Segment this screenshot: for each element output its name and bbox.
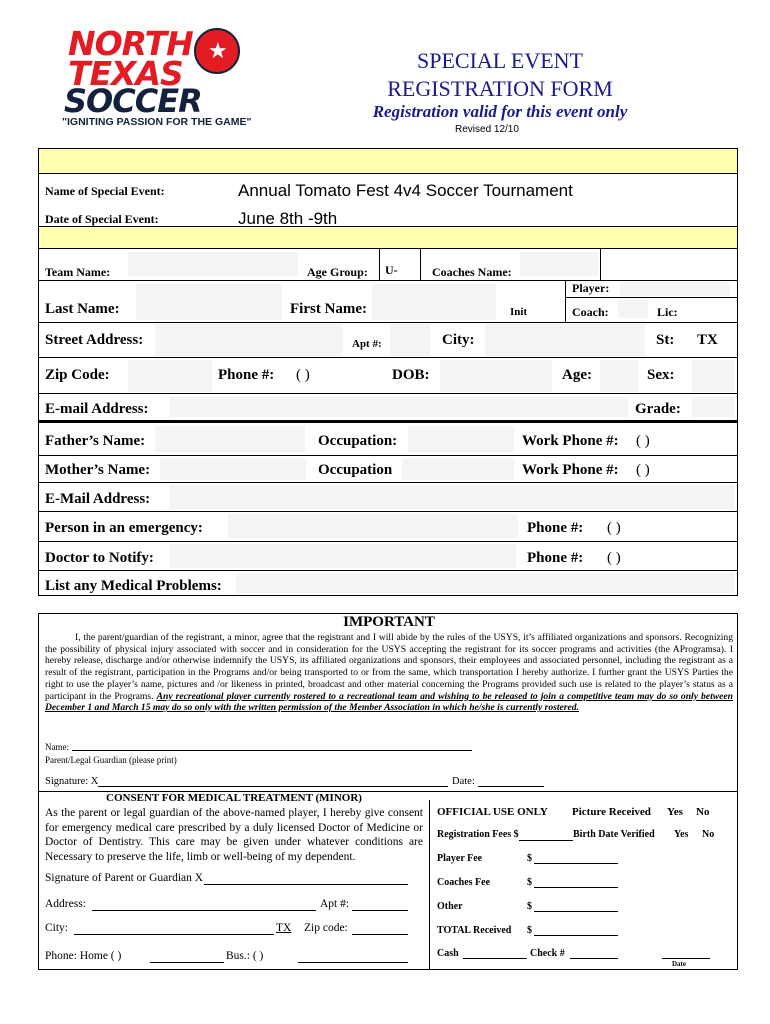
important-emphasis: Any recreational player currently rostered to a recreational team and wishing to be released to join a competitive team may do so only between December 1 and March 15 may do so only with the written permission of the Member Association in which he/she is currently rostered. <box>45 690 733 714</box>
doctor-phone-label: Phone #: <box>527 550 584 566</box>
coaches-name-field[interactable] <box>520 252 598 276</box>
parent-email-label: E-Mail Address: <box>45 491 151 507</box>
doctor-label: Doctor to Notify: <box>45 550 154 566</box>
total-received-dollar: $ <box>527 925 532 936</box>
zip-code-field[interactable] <box>128 360 212 392</box>
sex-label: Sex: <box>647 367 675 383</box>
city-label: City: <box>442 332 475 348</box>
consent-state-value[interactable]: TX <box>276 922 292 934</box>
coach-label: Coach: <box>572 305 609 319</box>
official-use-title: OFFICIAL USE ONLY <box>437 806 548 818</box>
city-field[interactable] <box>485 324 645 356</box>
father-work-phone-field[interactable]: ( ) <box>636 433 650 449</box>
last-name-field[interactable] <box>136 284 282 320</box>
player-label: Player: <box>572 281 610 295</box>
mother-occupation-field[interactable] <box>402 458 514 480</box>
important-body: I, the parent/guardian of the registrant, a minor, agree that the registrant and I will abide by the rules of the USYS, it’s affiliated organizations and sponsors. Recognizing the possibility of physical injury associated with soccer and in consideration for the USYS accepting the registrant for its soccer programs and activities (the AProgramsa). I hereby release, discharge and/or otherwise indemnify the USYS, its affiliated organizations and sponsors, their employees and associated personnel, including the registrant as a result of the registrant, participation in the Programs and/or being transported to or from the same, which transportation I hereby authorize. I further grant the USYS Parties the right to use the player’s name, pictures and /or likeness in printed, broadcast and other material concerning the Programs provided such use is related to the player’s status as a participant in the Programs. <box>45 632 733 702</box>
important-text <box>45 632 733 714</box>
consent-text: As the parent or legal guardian of the above-named player, I hereby give consent for emergency medical care prescribed by a duly licensed Doctor of Medicine or Doctor of Dentistry. This care may be given under whatever conditions are Necessary to preserve the life, limb or well-being of my dependent. <box>45 807 423 863</box>
registration-fees-label: Registration Fees $ <box>437 829 519 840</box>
birth-date-no[interactable]: No <box>702 829 715 840</box>
zip-code-label: Zip Code: <box>45 367 110 383</box>
age-field[interactable] <box>600 360 638 392</box>
coaches-name-label: Coaches Name: <box>432 265 512 279</box>
guardian-name-label: Name: <box>45 742 69 752</box>
other-fee-dollar: $ <box>527 901 532 912</box>
doctor-field[interactable] <box>170 544 516 568</box>
phone-label: Phone #: <box>218 367 275 383</box>
other-fee-label: Other <box>437 901 463 912</box>
birth-date-verified-label: Birth Date Verified <box>573 829 655 840</box>
lic-label: Lic: <box>657 305 678 319</box>
father-work-phone-label: Work Phone #: <box>522 433 619 449</box>
event-band-bottom <box>39 226 737 248</box>
consent-apt-label: Apt #: <box>320 898 350 910</box>
emergency-phone-label: Phone #: <box>527 520 584 536</box>
email-label: E-mail Address: <box>45 401 149 417</box>
age-label: Age: <box>562 367 592 383</box>
form-title-line2: REGISTRATION FORM <box>387 76 613 101</box>
event-name-value[interactable]: Annual Tomato Fest 4v4 Soccer Tournament <box>238 181 573 200</box>
father-occupation-field[interactable] <box>408 426 514 452</box>
team-name-label: Team Name: <box>45 265 111 279</box>
street-address-label: Street Address: <box>45 332 144 348</box>
logo-texas: TEXAS <box>68 54 183 93</box>
grade-field[interactable] <box>692 397 734 417</box>
birth-date-yes[interactable]: Yes <box>674 829 689 840</box>
event-date-value[interactable]: June 8th -9th <box>238 209 338 228</box>
doctor-phone-field[interactable]: ( ) <box>607 550 621 566</box>
coaches-fee-dollar: $ <box>527 877 532 888</box>
form-title-line1: SPECIAL EVENT <box>416 48 583 73</box>
first-name-field[interactable] <box>372 284 496 320</box>
mother-work-phone-field[interactable]: ( ) <box>636 462 650 478</box>
logo-north: NORTH <box>68 24 193 63</box>
last-name-label: Last Name: <box>45 301 120 317</box>
apt-field[interactable] <box>390 324 430 356</box>
check-label: Check # <box>530 948 565 959</box>
consent-zip-label: Zip code: <box>304 922 348 934</box>
init-label: Init <box>510 306 528 318</box>
guardian-date-label: Date: <box>452 776 475 787</box>
north-texas-soccer-logo <box>62 24 252 134</box>
state-value[interactable]: TX <box>697 332 718 348</box>
coach-field[interactable] <box>618 300 648 318</box>
star-icon: ★ <box>208 38 228 63</box>
event-date-label: Date of Special Event: <box>45 212 159 226</box>
logo-soccer: SOCCER <box>64 82 202 120</box>
guardian-signature-label: Signature: X <box>45 776 99 787</box>
father-occupation-label: Occupation: <box>318 433 398 449</box>
player-init-field[interactable] <box>620 282 730 296</box>
state-label: St: <box>656 332 675 348</box>
mother-name-field[interactable] <box>160 458 306 480</box>
dob-label: DOB: <box>392 367 430 383</box>
consent-city-label: City: <box>45 922 69 934</box>
sex-field[interactable] <box>692 360 734 392</box>
logo-tagline: "IGNITING PASSION FOR THE GAME" <box>62 116 252 128</box>
mother-occupation-label: Occupation <box>318 462 393 478</box>
form-subtitle: Registration valid for this event only <box>372 102 628 121</box>
age-group-prefix[interactable]: U- <box>385 263 398 277</box>
medical-problems-label: List any Medical Problems: <box>45 578 222 594</box>
phone-field[interactable]: ( ) <box>296 367 310 383</box>
consent-bus-label: Bus.: ( ) <box>226 950 264 962</box>
total-received-label: TOTAL Received <box>437 925 512 936</box>
official-date-label: Date <box>672 960 686 968</box>
apt-label: Apt #: <box>352 338 382 350</box>
mother-name-label: Mother’s Name: <box>45 462 151 478</box>
player-fee-label: Player Fee <box>437 853 483 864</box>
first-name-label: First Name: <box>290 301 368 317</box>
grade-label: Grade: <box>635 401 681 417</box>
medical-problems-field[interactable] <box>236 573 734 593</box>
consent-signature-label: Signature of Parent or Guardian X <box>45 872 204 884</box>
event-band-top <box>39 149 737 173</box>
picture-yes[interactable]: Yes <box>667 806 683 818</box>
emergency-contact-field[interactable] <box>228 514 518 538</box>
father-name-label: Father’s Name: <box>45 433 146 449</box>
email-field[interactable] <box>170 397 628 417</box>
guardian-print-label: Parent/Legal Guardian (please print) <box>45 755 177 765</box>
picture-no[interactable]: No <box>696 806 710 818</box>
picture-received-label: Picture Received <box>572 806 651 818</box>
consent-address-label: Address: <box>45 898 86 910</box>
age-group-label: Age Group: <box>307 265 368 279</box>
street-address-field[interactable] <box>155 324 343 356</box>
event-name-label: Name of Special Event: <box>45 184 165 198</box>
dob-field[interactable] <box>440 360 552 392</box>
team-name-field[interactable] <box>128 252 298 276</box>
father-name-field[interactable] <box>155 426 305 452</box>
important-title: IMPORTANT <box>343 614 435 630</box>
consent-title: CONSENT FOR MEDICAL TREATMENT (MINOR) <box>106 792 362 804</box>
revised-date: Revised 12/10 <box>455 124 519 135</box>
emergency-phone-field[interactable]: ( ) <box>607 520 621 536</box>
coaches-fee-label: Coaches Fee <box>437 877 491 888</box>
consent-phone-label: Phone: Home ( ) <box>45 950 122 962</box>
mother-work-phone-label: Work Phone #: <box>522 462 619 478</box>
emergency-contact-label: Person in an emergency: <box>45 520 203 536</box>
parent-email-field[interactable] <box>170 485 734 509</box>
player-fee-dollar: $ <box>527 853 532 864</box>
cash-label: Cash <box>437 948 459 959</box>
